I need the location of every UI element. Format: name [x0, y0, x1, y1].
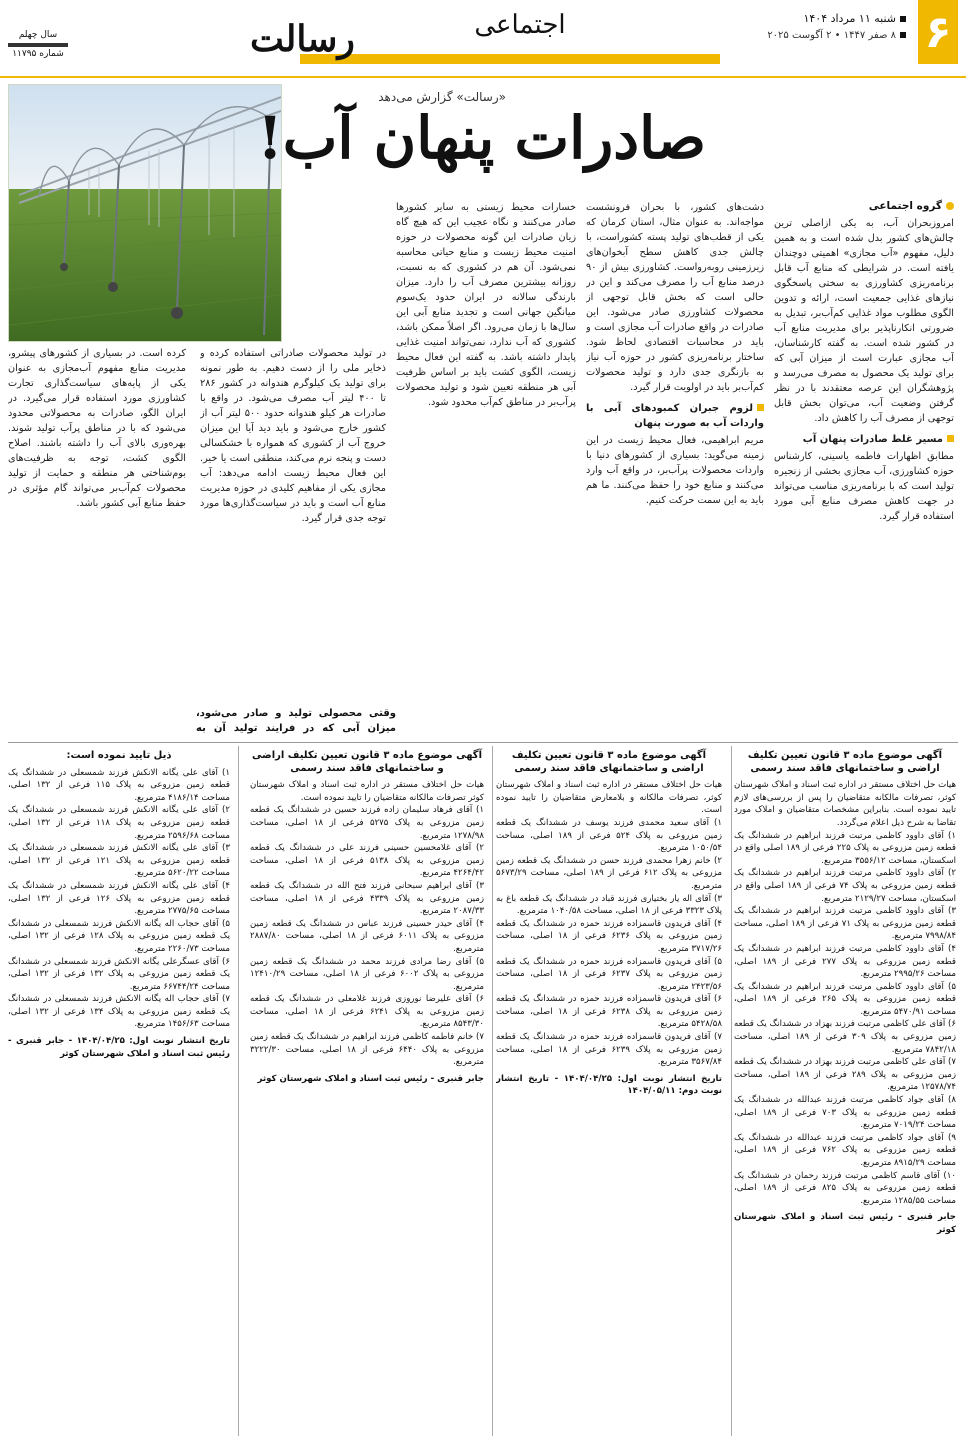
notice-item: ۳) آقای داوود کاظمی مرتبت فرزند ابراهیم در ششدانگ یک قطعه زمین مزروعی به پلاک ۷۱ فرعی از ۱۸۹ اصلی، مساحت ۷۹۹۸/۸۴ مترمربع. — [734, 906, 956, 942]
date-line-1: شنبه ۱۱ مرداد ۱۴۰۴ — [803, 12, 906, 25]
article-paragraph: دشت‌های کشور، با بحران فرونشست مواجه‌اند. به عنوان مثال، استان کرمان که یکی از قطب‌های تولید پسته کشوراست، با چالش جدی کاهش سطح آبخوان‌های زیرزمینی روبه‌رواست. کشاورزی بیش از ۹۰ درصد منابع آب را مصرف می‌کند و این در حالی است که بخش قابل توجهی از محصولات کشاورزی صادر می‌شود. این صادرات در واقع صادرات آب مجازی است و باید در محاسبات اقتصادی لحاظ شود. ساختار برنامه‌ریزی کشور در حوزه آب نیاز به بازنگری جدی دارد و تولید محصولات کم‌آب‌بر باید در اولویت قرار گیرد. — [586, 202, 764, 393]
article-headline: صادرات پنهان آب! — [257, 104, 706, 172]
article-subheading: لزوم جبران کمبودهای آبی با واردات آب به صورت پنهان — [586, 403, 764, 429]
article-column-2 — [586, 200, 764, 738]
notice-item: ۵) آقای فریدون قاسمزاده فرزند حمزه در ششدانگ یک قطعه زمین مزروعی به پلاک ۶۲۳۷ فرعی از ۱۸ اصلی، مساحت ۲۴۲۳/۵۶ مترمربع. — [496, 956, 722, 992]
bullet-icon — [900, 32, 906, 38]
legal-notice-1 — [734, 748, 956, 1434]
notice-item: ۴) آقای حیدر حسینی فرزند عباس در ششدانگ یک قطعه زمین مزروعی به پلاک ۶۰۱۱ فرعی از ۱۸ اصلی، مساحت ۲۸۸۷/۸۰ مترمربع. — [250, 918, 484, 954]
bullet-icon — [947, 435, 954, 442]
article-kicker: «رسالت» گزارش می‌دهد — [378, 90, 506, 104]
notice-body: هیات حل اختلاف مستقر در اداره ثبت اسناد و املاک شهرستان کوثر، تصرفات مالکانه و بلامعارض متقاضیان را تایید نموده است. — [496, 780, 722, 816]
article-column-4 — [200, 346, 386, 738]
notice-item: ۱۰) آقای قاسم کاظمی مرتبت فرزند رحمان در ششدانگ یک قطعه زمین مزروعی به پلاک ۸۲۵ فرعی از ۱۸۹ اصلی، مساحت ۱۲۸۵/۵۵ مترمربع. — [734, 1170, 956, 1206]
notice-item: ۶) آقای علی کاظمی مرتبت فرزند بهزاد در ششدانگ یک قطعه زمین مزروعی به پلاک ۳۰۹ فرعی از ۱۸۹ اصلی، مساحت ۷۸۴۲/۱۸ مترمربع. — [734, 1019, 956, 1055]
section-divider — [8, 742, 958, 743]
issue-label: شماره ۱۱۷۹۵ — [12, 49, 64, 59]
notice-item: ۴) آقای علی یگانه الانکش فرزند شمسعلی در ششدانگ یک قطعه زمین مزروعی به پلاک ۱۲۶ فرعی از ۱۳۲ اصلی، مساحت ۲۷۷۵/۶۵ مترمربع. — [8, 880, 230, 917]
legal-notice-4 — [8, 748, 230, 1434]
article-paragraph: در تولید محصولات صادراتی استفاده کرده و ذخایر ملی را از دست دهیم. به طور نمونه برای تولید یک کیلوگرم هندوانه در کشور ۲۸۶ تا ۴۰۰ لیتر آب مصرف می‌شود. در واقع با صادرات هر کیلو هندوانه حدود ۵۰۰ لیتر آب از کشور خارج می‌شود و باید دید آیا این میزان خروج آب از کشوری که همواره با خشکسالی دست و پنجه نرم می‌کند، منطقی است یا خیر. این فعال محیط زیست ادامه می‌دهد: آب مجازی یکی از مفاهیم کلیدی در حوزه مدیریت منابع آب است و باید در سیاست‌گذاری‌ها مورد توجه جدی قرار گیرد. — [200, 348, 386, 524]
bullet-icon — [900, 16, 906, 22]
bullet-icon — [946, 202, 954, 210]
article-paragraph: مریم ابراهیمی، فعال محیط زیست در این زمینه می‌گوید: بسیاری از کشورهای دنیا با واردات محصولات پرآب‌بر، در واقع آب وارد می‌کنند و منابع خود را حفظ می‌کنند. ما هم باید به این سمت حرکت کنیم. — [586, 435, 764, 506]
article-column-1 — [774, 216, 954, 738]
notice-footer: تاریخ انتشار نوبت اول: ۱۴۰۴/۰۴/۲۵ - جابر قنبری - رئیس ثبت اسناد و املاک شهرستان کوثر — [8, 1036, 230, 1059]
notice-footer: جابر قنبری - رئیس ثبت اسناد و املاک شهرستان کوثر — [257, 1073, 484, 1084]
notice-item: ۲) آقای غلامحسین حسینی فرزند علی در ششدانگ یک قطعه زمین مزروعی به پلاک ۵۱۳۸ فرعی از ۱۸ اصلی، مساحت ۴۲۶۴/۴۲ مترمربع. — [250, 843, 484, 879]
article-paragraph: خسارات محیط زیستی به سایر کشورها صادر می‌کنند و نگاه عجیب این که هیچ گاه زیان صادرات این گونه محصولات در حوزه امنیت محیط زیست و منابع حیاتی محاسبه نمی‌شود. آن هم در کشوری که به نسبت، روزانه بیشترین مصرف آب را دارد. میزان بارندگی سالانه در ایران حدود یک‌سوم میانگین جهانی است و تجدید منابع آبی این سال‌ها با زمان می‌رود. اگر اصلاً ممکن باشد، کشوری که آب ندارد، نمی‌تواند امنیت غذایی پایدار داشته باشد. به گفته این فعال محیط زیست، الگوی کشت باید بر اساس ظرفیت آبی هر منطقه تعیین شود و تولید محصولات پرآب‌بر در مناطق کم‌آب محدود شود. — [396, 202, 576, 408]
notice-body: هیات حل اختلاف مستقر در اداره ثبت اسناد و املاک شهرستان کوثر، تصرفات مالکانه متقاضیان را پس از بررسی‌های لازم تایید نموده است. بنابراین مشخصات متقاضیان و املاک مورد تقاضا به شرح ذیل اعلام می‌گردد. — [734, 780, 956, 828]
notice-footer: تاریخ انتشار نوبت اول: ۱۴۰۴/۰۴/۲۵ - تاریخ انتشار نوبت دوم: ۱۴۰۴/۰۵/۱۱ — [496, 1073, 722, 1097]
notice-title: ذیل تایید نموده است: — [66, 750, 172, 761]
notice-item: ۹) آقای جواد کاظمی مرتبت فرزند عبدالله در ششدانگ یک قطعه زمین مزروعی به پلاک ۷۶۲ فرعی از ۱۸۹ اصلی، مساحت ۸۹۱۵/۲۹ مترمربع. — [734, 1132, 956, 1168]
notice-body: هیات حل اختلاف مستقر در اداره ثبت اسناد و املاک شهرستان کوثر تصرفات مالکانه متقاضیان را تایید نموده است. — [250, 780, 484, 803]
page-number: ۶ — [918, 0, 958, 64]
notice-item: ۶) آقای عسگرعلی یگانه الانکش فرزند شمسعلی در ششدانگ یک قطعه زمین مزروعی به پلاک ۱۳۲ فرعی از ۱۳۲ اصلی، مساحت ۶۶۷۴۴/۲۴ مترمربع. — [8, 956, 230, 992]
center-pivot-irrigation-image — [9, 85, 281, 341]
column-divider — [731, 746, 732, 1436]
notice-item: ۷) آقای فریدون قاسمزاده فرزند حمزه در ششدانگ یک قطعه زمین مزروعی به پلاک ۶۲۳۹ فرعی از ۱۸ اصلی، مساحت ۳۵۶۷/۸۴ مترمربع. — [496, 1032, 722, 1068]
column-divider — [492, 746, 493, 1436]
notice-item: ۳) آقای اله یار بختیاری فرزند قباد در ششدانگ یک قطعه باغ به پلاک ۳۳۲۳ فرعی از ۱۸ اصلی، مساحت ۱۰۴۰/۵۸ مترمربع. — [496, 893, 722, 917]
masthead-divider — [8, 43, 68, 47]
article-column-3 — [396, 200, 576, 738]
newspaper-logo: رسالت — [250, 18, 355, 60]
notice-item: ۲) خانم زهرا محمدی فرزند حسن در ششدانگ یک قطعه زمین مزروعی به پلاک ۶۱۲ فرعی از ۱۸۹ اصلی، مساحت ۵۶۷۳/۲۹ مترمربع. — [496, 855, 722, 891]
notice-item: ۱) آقای سعید محمدی فرزند یوسف در ششدانگ یک قطعه زمین مزروعی به پلاک ۵۲۴ فرعی از ۱۸۹ اصلی، مساحت ۱۰۵۰/۵۴ مترمربع. — [496, 817, 722, 854]
article-byline: گروه اجتماعی — [869, 200, 954, 212]
notice-footer: جابر قنبری - رئیس ثبت اسناد و املاک شهرستان کوثر — [734, 1212, 956, 1235]
article-paragraph: مطابق اظهارات فاطمه یاسینی، کارشناس حوزه کشاورزی، آب مجازی بخشی از زنجیره تولید است که با برنامه‌ریزی مناسب می‌تواند در جهت کاهش مصرف منابع آبی مورد استفاده قرار گیرد. — [774, 451, 954, 522]
notice-item: ۶) آقای فریدون قاسمزاده فرزند حمزه در ششدانگ یک قطعه زمین مزروعی به پلاک ۶۲۳۸ فرعی از ۱۸ اصلی، مساحت ۵۴۲۸/۵۸ مترمربع. — [496, 994, 722, 1030]
notice-item: ۸) آقای جواد کاظمی مرتبت فرزند عبدالله در ششدانگ یک قطعه زمین مزروعی به پلاک ۷۰۳ فرعی از ۱۸۹ اصلی، مساحت ۷۰۱۹/۲۴ مترمربع. — [734, 1095, 956, 1131]
article-paragraph: کرده است. در بسیاری از کشورهای پیشرو، مدیریت منابع مفهوم آب‌مجازی به عنوان یکی از پایه‌های سیاست‌گذاری تجارت کشاورزی مورد استفاده قرار می‌گیرد. در ایران الگو، صادرات به محصولاتی محدود می‌شود که با در مناطق پرآب تولید شوند. بهره‌وری بالای آب را داشته باشند. اصلاح الگوی کشت، توجه به ظرفیت‌های بوم‌شناختی هر منطقه و حمایت از تولید محصولات کم‌آب‌بر می‌تواند گام مؤثری در حفظ منابع آبی کشور باشد. — [8, 348, 186, 509]
column-divider — [238, 746, 239, 1436]
notice-item: ۱) آقای فرهاد سلیمان زاده فرزند حسین در ششدانگ یک قطعه زمین مزروعی به پلاک ۵۲۷۵ فرعی از ۱۸ اصلی، مساحت ۱۲۷۸/۹۸ مترمربع. — [250, 805, 484, 841]
section-title: اجتماعی — [474, 10, 566, 40]
notice-item: ۳) آقای ابراهیم سبحانی فرزند فتح الله در ششدانگ یک قطعه زمین مزروعی به پلاک ۴۳۳۹ فرعی از ۱۸ اصلی، مساحت ۲۰۸۷/۳۳ مترمربع. — [250, 880, 484, 917]
notice-item: ۱) آقای علی یگانه الانکش فرزند شمسعلی در ششدانگ یک قطعه زمین مزروعی به پلاک ۱۱۵ فرعی از ۱۳۲ اصلی، مساحت ۴۱۸۶/۱۴ مترمربع. — [8, 767, 230, 803]
legal-notice-2 — [496, 748, 722, 1434]
pull-quote: وقتی محصولی تولید و صادر می‌شود، میزان آبی که در فرایند تولید آن به — [196, 708, 396, 734]
year-label: سال چهلم — [18, 30, 58, 40]
notice-item: ۴) آقای داوود کاظمی مرتبت فرزند ابراهیم در ششدانگ یک قطعه زمین مزروعی به پلاک ۲۷۷ فرعی از ۱۸۹ اصلی، مساحت ۲۹۹۵/۲۶ مترمربع. — [734, 943, 956, 980]
article-subheading: مسیر غلط صادرات پنهان آب — [774, 432, 954, 447]
notice-item: ۶) آقای علیرضا نوروزی فرزند غلامعلی در ششدانگ یک قطعه زمین مزروعی به پلاک ۶۲۴۱ فرعی از ۱۸ اصلی، مساحت ۸۵۴۳/۳۰ مترمربع. — [250, 994, 484, 1030]
notice-item: ۴) آقای فریدون قاسمزاده فرزند حمزه در ششدانگ یک قطعه زمین مزروعی به پلاک ۶۲۳۶ فرعی از ۱۸ اصلی، مساحت ۳۷۱۷/۲۶ مترمربع. — [496, 918, 722, 954]
notice-item: ۵) آقای داوود کاظمی مرتبت فرزند ابراهیم در ششدانگ یک قطعه زمین مزروعی به پلاک ۲۶۵ فرعی از ۱۸۹ اصلی، مساحت ۵۴۷۰/۹۱ مترمربع. — [734, 981, 956, 1017]
notice-item: ۵) آقای حجاب اله یگانه الانکش فرزند شمسعلی در ششدانگ یک قطعه زمین مزروعی به پلاک ۱۲۸ فرعی از ۱۳۲ اصلی، مساحت ۲۲۶۰/۷۳ مترمربع. — [8, 918, 230, 954]
irrigation-photo — [8, 84, 282, 342]
masthead-info — [8, 30, 68, 60]
notice-item: ۷) خانم فاطمه کاظمی فرزند ابراهیم در ششدانگ یک قطعه زمین مزروعی به پلاک ۶۴۴۰ فرعی از ۱۸ اصلی، مساحت ۳۲۲۲/۳۰ مترمربع. — [250, 1032, 484, 1068]
notice-item: ۵) آقای رضا مرادی فرزند محمد در ششدانگ یک قطعه زمین مزروعی به پلاک ۶۰۰۲ فرعی از ۱۸ اصلی، مساحت ۱۲۴۱۰/۲۹ مترمربع. — [250, 956, 484, 992]
notice-item: ۳) آقای علی یگانه الانکش فرزند شمسعلی در ششدانگ یک قطعه زمین مزروعی به پلاک ۱۲۱ فرعی از ۱۳۲ اصلی، مساحت ۵۶۲۰/۲۲ مترمربع. — [8, 843, 230, 879]
notice-item: ۲) آقای علی یگانه الانکش فرزند شمسعلی در ششدانگ یک قطعه زمین مزروعی به پلاک ۱۱۸ فرعی از ۱۳۲ اصلی، مساحت ۲۵۹۶/۶۸ مترمربع. — [8, 805, 230, 841]
section-bar — [300, 54, 720, 64]
notice-item: ۷) آقای حجاب اله یگانه الانکش فرزند شمسعلی در ششدانگ یک قطعه زمین مزروعی به پلاک ۱۳۴ فرعی از ۱۳۲ اصلی، مساحت ۱۴۵۶/۶۳ مترمربع. — [8, 994, 230, 1030]
notice-title: آگهی موضوع ماده ۳ قانون تعیین تکلیف اراضی و ساختمانهای فاقد سند رسمی — [747, 750, 943, 774]
notice-item: ۲) آقای داوود کاظمی مرتبت فرزند ابراهیم در ششدانگ یک قطعه زمین مزروعی به پلاک ۷۴ فرعی از ۱۸۹ اصلی واقع در اسکستان، مساحت ۲۱۲۹/۲۷ مترمربع. — [734, 868, 956, 904]
notice-title: آگهی موضوع ماده ۳ قانون تعیین تکلیف اراضی و ساختمانهای فاقد سند رسمی — [251, 750, 483, 774]
notice-title: آگهی موضوع ماده ۳ قانون تعیین تکلیف اراضی و ساختمانهای فاقد سند رسمی — [511, 750, 707, 774]
article-column-5 — [8, 346, 186, 738]
legal-notice-3 — [250, 748, 484, 1434]
notice-item: ۱) آقای داوود کاظمی مرتبت فرزند ابراهیم در ششدانگ یک قطعه زمین مزروعی به پلاک ۲۲۵ فرعی از ۱۸۹ اصلی واقع در اسکستان، مساحت ۳۵۵۶/۱۲ مترمربع. — [734, 830, 956, 866]
bullet-icon — [757, 404, 764, 411]
date-line-2: ۸ صفر ۱۴۴۷ • ۲ آگوست ۲۰۲۵ — [767, 30, 906, 41]
article-paragraph: امروزبحران آب، به یکی ازاصلی ترین چالش‌های کشور بدل شده است و به همین دلیل، مفهوم «آب مجازی» اهمیتی دوچندان یافته است. در شرایطی که منابع آب قابل برنامه‌ریزی کشاورزی به سختی پاسخگوی نیازهای غذایی جمعیت است، ارائه و تدوین الگوی مطلوب مواد غذایی کم‌آب‌بر، تبدیل به ضرورتی انکارناپذیر برای مدیریت منابع آب در کشور شده است. به گفته کارشناسان، آب مجازی عبارت است از میزان آبی که برای تولید یک محصول به مصرف می‌رسد و پژوهشگران این عرصه معتقدند با در نظر گرفتن وضعیت آب، می‌توان بخش قابل توجهی از مصرف آب را کاهش داد. — [774, 218, 954, 424]
notice-item: ۷) آقای علی کاظمی مرتبت فرزند بهزاد در ششدانگ یک قطعه زمین مزروعی به پلاک ۲۸۹ فرعی از ۱۸۹ اصلی، مساحت ۱۲۵۷۸/۷۴ مترمربع. — [734, 1057, 956, 1093]
page-header — [0, 0, 966, 78]
